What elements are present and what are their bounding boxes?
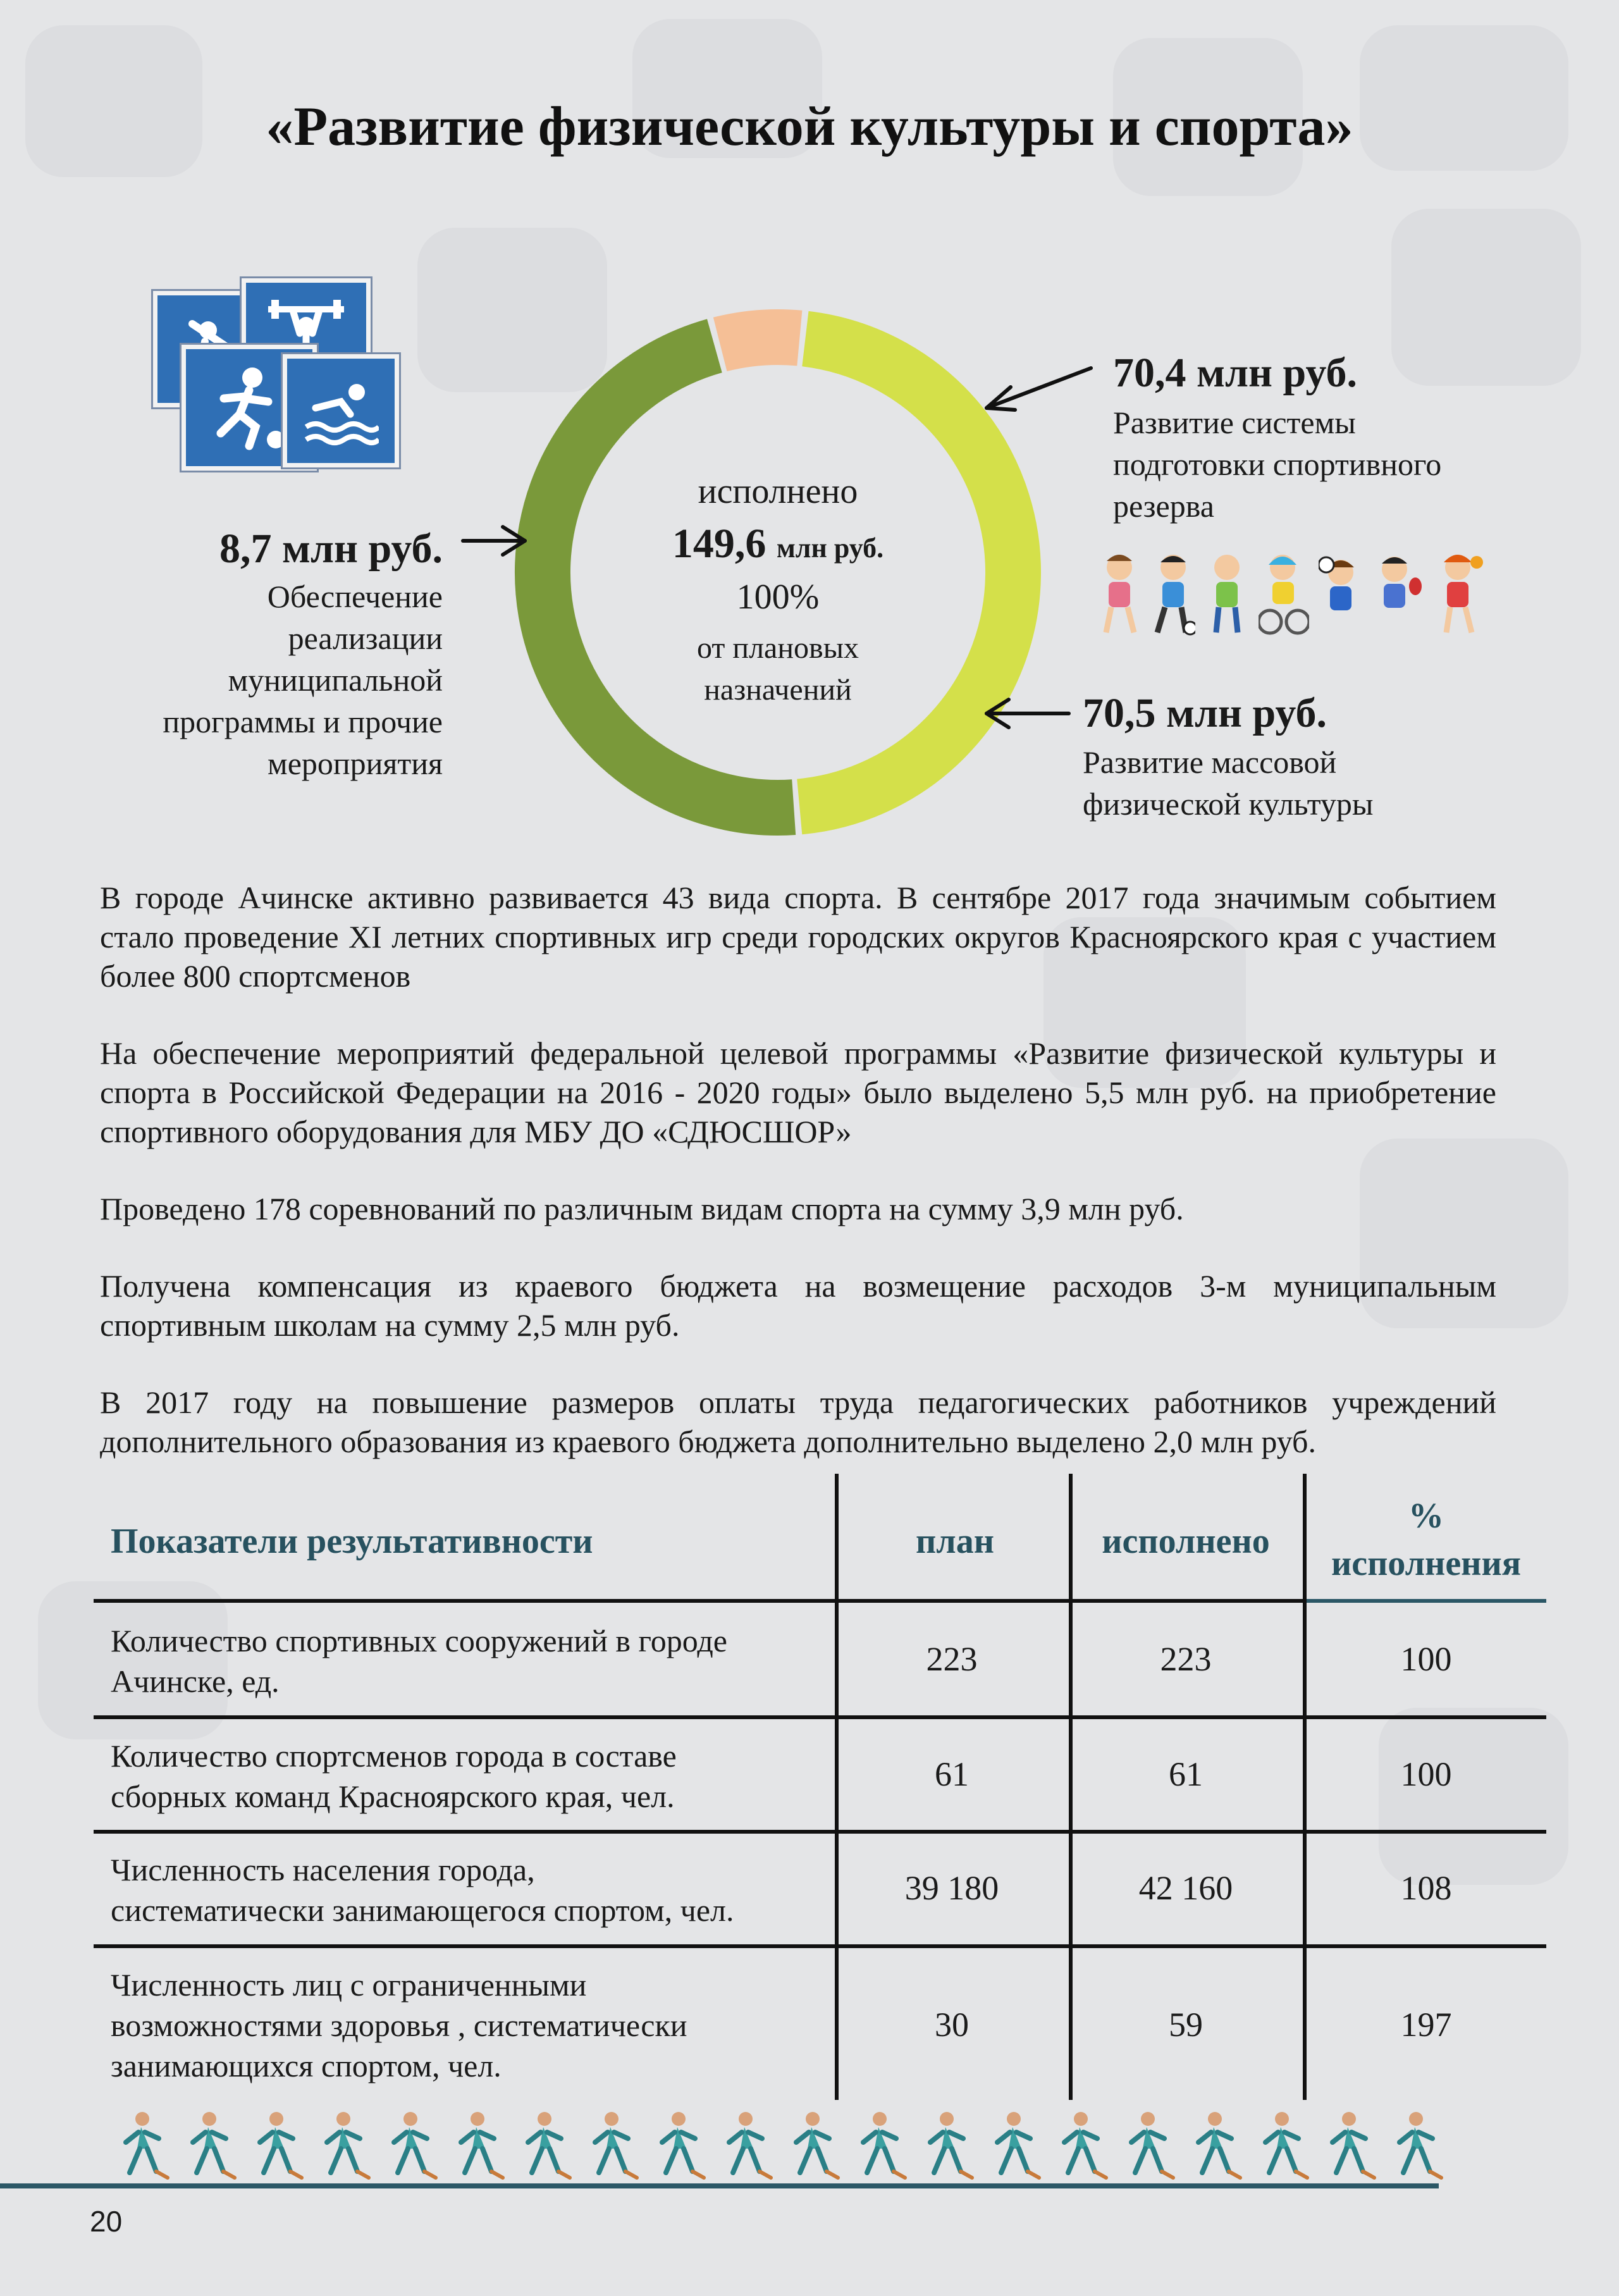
runner-figure xyxy=(595,2112,637,2178)
runner-figure xyxy=(1400,2112,1441,2178)
runner-figure xyxy=(461,2112,503,2178)
callout-reserve-value: 70,4 млн руб. xyxy=(1113,350,1357,396)
runner-figure xyxy=(327,2112,369,2178)
donut-center-caption: от плановых назначений xyxy=(697,631,859,707)
page-title: «Развитие физической культуры и спорта» xyxy=(266,96,1353,157)
table-cell-done: 59 xyxy=(1169,2006,1203,2044)
table-divider xyxy=(1306,1599,1546,1603)
table-cell-pct: 100 xyxy=(1400,1640,1452,1678)
table-divider xyxy=(1303,1474,1307,2100)
runner-figure xyxy=(1333,2112,1374,2178)
paragraph-salary: В 2017 году на повышение размеров оплаты труда педагогических работников учреждений дополнительного образования из краевого бюджета дополнительно выделено 2,0 млн руб. xyxy=(100,1385,1496,1459)
paragraph-competitions: Проведено 178 соревнований по различным видам спорта на сумму 3,9 млн руб. xyxy=(100,1191,1184,1226)
runner-figure xyxy=(863,2112,905,2178)
runner-figure xyxy=(997,2112,1039,2178)
table-header-done: исполнено xyxy=(1102,1522,1270,1561)
paragraph-sports-overview: В городе Ачинске активно развивается 43 вида спорта. В сентябре 2017 года значимым событием стало проведение XI летних спортивных игр среди городских округов Красноярского края с участием более 800 спортсменов xyxy=(100,880,1496,994)
table-cell-plan: 39 180 xyxy=(904,1869,999,1907)
table-cell-done: 42 160 xyxy=(1138,1869,1233,1907)
runner-figure xyxy=(729,2112,771,2178)
runners-border xyxy=(104,2109,1445,2182)
table-cell-done: 223 xyxy=(1160,1640,1212,1678)
runner-figure xyxy=(662,2112,704,2178)
runner-figure xyxy=(260,2112,302,2178)
table-cell-pct: 100 xyxy=(1400,1755,1452,1793)
table-row-label: Количество спортивных сооружений в городе Ачинске, ед. xyxy=(111,1623,727,1699)
donut-segment-reserve xyxy=(799,339,1013,807)
runner-figure xyxy=(1265,2112,1307,2178)
table-divider xyxy=(94,1830,1546,1834)
table-cell-plan: 223 xyxy=(926,1640,978,1678)
footer-line xyxy=(0,2183,1439,2188)
table-row-label: Численность населения города, систематически занимающегося спортом, чел. xyxy=(111,1852,734,1928)
runner-figure xyxy=(1131,2112,1173,2178)
runner-figure xyxy=(1198,2112,1240,2178)
runner-figure xyxy=(796,2112,838,2178)
table-header-plan: план xyxy=(916,1522,994,1561)
donut-segment-program xyxy=(720,337,800,344)
donut-center-label: исполнено xyxy=(698,472,858,511)
table-divider xyxy=(94,1944,1546,1948)
callout-mass-desc: Развитие массовой физической культуры xyxy=(1083,744,1374,822)
table-cell-pct: 197 xyxy=(1400,2006,1452,2044)
callout-program-desc: Обеспечение реализации муниципальной программы и прочие мероприятия xyxy=(163,579,443,781)
paragraph-compensation: Получена компенсация из краевого бюджета на возмещение расходов 3-м муниципальным спортивным школам на сумму 2,5 млн руб. xyxy=(100,1268,1496,1343)
table-cell-plan: 61 xyxy=(935,1755,969,1793)
page-number: 20 xyxy=(90,2205,123,2238)
runner-figure xyxy=(930,2112,972,2178)
table-cell-plan: 30 xyxy=(935,2006,969,2044)
donut-center-amount: 149,6 млн руб. xyxy=(672,521,884,567)
table-header-indicator: Показатели результативности xyxy=(111,1522,593,1561)
kids-sports-illustration xyxy=(1091,541,1521,642)
runner-figure xyxy=(394,2112,436,2178)
table-header-pct: % исполнения xyxy=(1331,1497,1521,1583)
table-cell-done: 61 xyxy=(1169,1755,1203,1793)
callout-mass-value: 70,5 млн руб. xyxy=(1083,690,1327,736)
table-row-label: Количество спортсменов города в составе сборных команд Красноярского края, чел. xyxy=(111,1738,677,1814)
table-row-label: Численность лиц с ограниченными возможностями здоровья , систематически занимающихся спортом, чел. xyxy=(111,1967,687,2083)
callout-reserve-desc: Развитие системы подготовки спортивного резерва xyxy=(1113,405,1442,524)
callout-program-value: 8,7 млн руб. xyxy=(219,526,443,572)
table-divider xyxy=(94,1599,1306,1603)
runner-figure xyxy=(193,2112,235,2178)
table-cell-pct: 108 xyxy=(1400,1869,1452,1907)
table-divider xyxy=(94,1715,1546,1719)
runner-figure xyxy=(1064,2112,1106,2178)
runner-figure xyxy=(528,2112,570,2178)
runner-figure xyxy=(126,2112,168,2178)
donut-center-percent: 100% xyxy=(736,577,820,617)
paragraph-federal-program: На обеспечение мероприятий федеральной целевой программы «Развитие физической культуры и спорта в Российской Федерации на 2016 - 2020 годы» было выделено 5,5 млн руб. на приобретение спортивного оборудования для МБУ ДО «СДЮСШОР» xyxy=(100,1035,1496,1149)
